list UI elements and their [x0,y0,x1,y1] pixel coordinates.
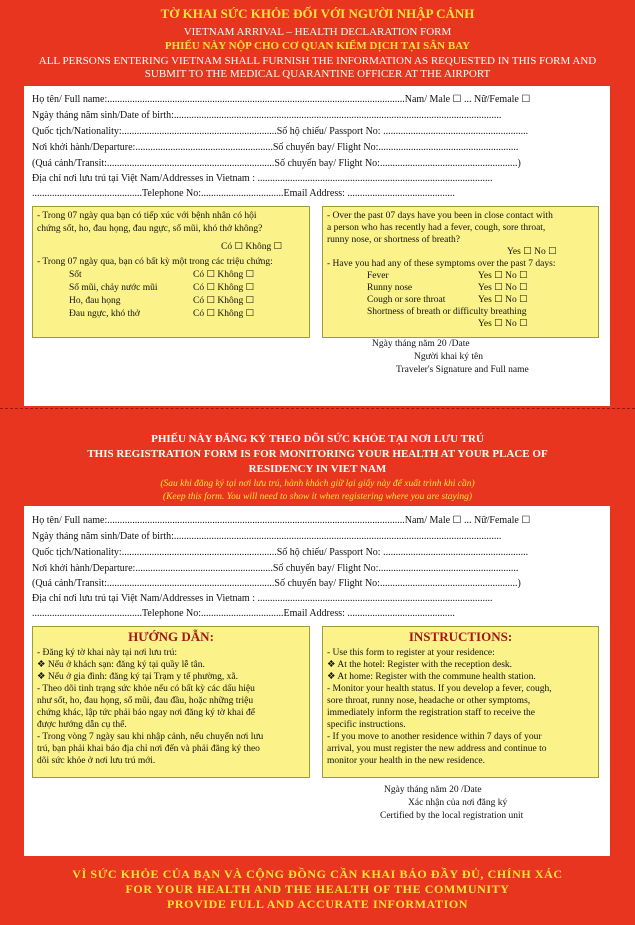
instruction-line: sore throat, runny nose, headache or other symptoms, [327,696,531,706]
form-title-en: VIETNAM ARRIVAL – HEALTH DECLARATION FORM [183,26,452,38]
vn-fever-checkbox[interactable]: Có ☐ Không ☐ [193,270,255,280]
instruction-line: arrival, you must register the new address and continue to [327,744,547,754]
reg-title-en-1: THIS REGISTRATION FORM IS FOR MONITORING YOUR HEALTH AT YOUR PLACE OF [87,448,548,460]
guide-line: ❖ Nếu ở gia đình: đăng ký tại Trạm y tế phường, xã. [37,672,239,682]
en-contact-question-1: - Over the past 07 days have you been in close contact with [327,211,553,221]
vn-symptom-question: - Trong 07 ngày qua, bạn có bất kỳ một trong các triệu chứng: [37,257,273,267]
nationality-passport-field[interactable]: Quốc tịch/Nationality:..............................................................Số hộ chiếu/ Passport No: .......................................................... [32,126,529,137]
en-symptom-fever: Fever [367,271,389,281]
reg-phone-email-field[interactable]: ............................................Telephone No:.................................Email Address: ........................................... [32,608,455,619]
guide-box-vn [32,626,310,778]
en-symptom-cough: Cough or sore throat [367,295,446,305]
instruction-line: specific instructions. [327,720,406,730]
instruction-en-line-1: ALL PERSONS ENTERING VIETNAM SHALL FURNISH THE INFORMATION AS REQUESTED IN THIS FORM AND [38,55,597,67]
en-contact-checkbox[interactable]: Yes ☐ No ☐ [507,247,557,257]
vn-contact-question-2: chứng sốt, ho, đau họng, đau ngực, sổ mũi, khó thở không? [37,224,263,234]
vn-runny-nose-checkbox[interactable]: Có ☐ Không ☐ [193,283,255,293]
instruction-line: ❖ At the hotel: Register with the reception desk. [327,660,513,670]
form-title-vn: TỜ KHAI SỨC KHỎE ĐỐI VỚI NGƯỜI NHẬP CẢNH [160,6,475,21]
symptom-box-vn [32,206,310,338]
guide-line: trú, bạn phải khai báo địa chỉ nơi đến và phải đăng ký theo [37,744,260,754]
en-breath-checkbox[interactable]: Yes ☐ No ☐ [478,319,528,329]
en-fever-checkbox[interactable]: Yes ☐ No ☐ [478,271,528,281]
vn-symptom-cough: Ho, đau họng [69,296,121,306]
footer-en-2: PROVIDE FULL AND ACCURATE INFORMATION [166,897,469,911]
reg-title-vn: PHIẾU NÀY ĐĂNG KÝ THEO DÕI SỨC KHỎE TẠI NƠI LƯU TRÚ [151,433,484,445]
en-cough-checkbox[interactable]: Yes ☐ No ☐ [478,295,528,305]
en-contact-question-2: a person who has recently had a fever, cough, sore throat, [327,223,546,233]
reg-address-field[interactable]: Địa chỉ nơi lưu trú tại Việt Nam/Addresses in Vietnam : .............................................................................................. [32,593,493,604]
en-symptom-question: - Have you had any of these symptoms over the past 7 days: [327,259,556,269]
vn-contact-question-1: - Trong 07 ngày qua bạn có tiếp xúc với bệnh nhân có hội [37,211,257,221]
submit-note-vn: PHIẾU NÀY NỘP CHO CƠ QUAN KIỂM DỊCH TẠI SÂN BAY [164,40,471,52]
instruction-line: - Use this form to register at your residence: [327,648,495,658]
tear-line [0,408,635,409]
instructions-box-en [322,626,599,778]
phone-email-field[interactable]: ............................................Telephone No:.................................Email Address: ........................................... [32,188,455,199]
reg-note-vn: (Sau khi đăng ký tại nơi lưu trú, hành khách giữ lại giấy này để xuất trình khi cần) [160,479,475,489]
reg-departure-flight-field[interactable]: Nơi khởi hành/Departure:.......................................................Số chuyến bay/ Flight No:........................................................ [32,563,519,574]
en-runny-nose-checkbox[interactable]: Yes ☐ No ☐ [478,283,528,293]
signature-label-en: Traveler's Signature and Full name [396,365,529,375]
footer-en-1: FOR YOUR HEALTH AND THE HEALTH OF THE COMMUNITY [125,882,510,896]
full-name-field[interactable]: Họ tên/ Full name:.......................................................................................................................Nam/ Male ☐ ... Nữ/Female ☐ [32,94,531,105]
vn-symptom-fever: Sốt [69,270,82,280]
footer-vn: VÌ SỨC KHỎE CỦA BẠN VÀ CỘNG ĐỒNG CẦN KHAI BÁO ĐẦY ĐỦ, CHÍNH XÁC [72,867,563,881]
guide-line: ❖ Nếu ở khách sạn: đăng ký tại quầy lễ tân. [37,660,205,670]
guide-line: - Theo dõi tình trạng sức khỏe nếu có bất kỳ các dấu hiệu [37,684,255,694]
address-field[interactable]: Địa chỉ nơi lưu trú tại Việt Nam/Addresses in Vietnam : .............................................................................................. [32,173,493,184]
certification-label-vn: Xác nhận của nơi đăng ký [408,798,508,808]
vn-chest-pain-checkbox[interactable]: Có ☐ Không ☐ [193,309,255,319]
declaration-date[interactable]: Ngày tháng năm 20 /Date [372,339,470,349]
reg-nationality-passport-field[interactable]: Quốc tịch/Nationality:..............................................................Số hộ chiếu/ Passport No: .......................................................... [32,547,529,558]
departure-flight-field[interactable]: Nơi khởi hành/Departure:.......................................................Số chuyến bay/ Flight No:........................................................ [32,142,519,153]
guide-line: chứng khác, lập tức phải báo ngay nơi đăng ký tờ khai để [37,708,255,718]
reg-note-en: (Keep this form. You will need to show it when registering where you are staying) [162,492,473,502]
guide-line: dõi sức khỏe ở nơi lưu trú mới. [37,756,156,766]
vn-symptom-runny-nose: Sổ mũi, chảy nước mũi [69,283,158,293]
en-symptom-runny-nose: Runny nose [367,283,413,293]
vn-symptom-chest-pain: Đau ngực, khó thở [69,309,140,319]
registration-panel [24,506,610,856]
registration-date[interactable]: Ngày tháng năm 20 /Date [384,785,482,795]
instruction-en-line-2: SUBMIT TO THE MEDICAL QUARANTINE OFFICER AT THE AIRPORT [144,68,491,80]
transit-flight-field[interactable]: (Quá cảnh/Transit:...................................................................Số chuyến bay/ Flight No:.......................................................) [32,158,521,169]
reg-full-name-field[interactable]: Họ tên/ Full name:.......................................................................................................................Nam/ Male ☐ ... Nữ/Female ☐ [32,515,531,526]
guide-line: được hướng dẫn cụ thể. [37,720,127,730]
en-contact-question-3: runny nose, or shortness of breath? [327,235,460,245]
instruction-line: ❖ At home: Register with the commune health station. [327,672,536,682]
guide-line: như sốt, ho, đau họng, sổ mũi, đau đầu, hoặc những triệu [37,696,254,706]
instruction-line: - If you move to another residence within 7 days of your [327,732,542,742]
instruction-line: - Monitor your health status. If you develop a fever, cough, [327,684,552,694]
signature-label-vn: Người khai ký tên [414,352,484,362]
reg-transit-flight-field[interactable]: (Quá cảnh/Transit:...................................................................Số chuyến bay/ Flight No:.......................................................) [32,578,521,589]
guide-title: HƯỚNG DẪN: [128,629,214,644]
health-declaration-panel [24,86,610,406]
instruction-line: monitor your health in the new residence. [327,756,486,766]
vn-cough-checkbox[interactable]: Có ☐ Không ☐ [193,296,255,306]
symptom-box-en [322,206,599,338]
certification-label-en: Certified by the local registration unit [380,811,524,821]
vn-contact-checkbox[interactable]: Có ☐ Không ☐ [221,242,283,252]
instruction-line: immediately inform the registration staff to receive the [327,708,535,718]
dob-field[interactable]: Ngày tháng năm sinh/Date of birth:................................................................................................................................... [32,110,502,121]
guide-line: - Đăng ký tờ khai này tại nơi lưu trú: [37,648,177,658]
en-symptom-breath: Shortness of breath or difficulty breathing [367,307,527,317]
reg-dob-field[interactable]: Ngày tháng năm sinh/Date of birth:................................................................................................................................... [32,531,502,542]
reg-title-en-2: RESIDENCY IN VIET NAM [248,463,387,475]
guide-line: - Trong vòng 7 ngày sau khi nhập cảnh, nếu chuyển nơi lưu [37,732,264,742]
instructions-title: INSTRUCTIONS: [408,629,513,644]
